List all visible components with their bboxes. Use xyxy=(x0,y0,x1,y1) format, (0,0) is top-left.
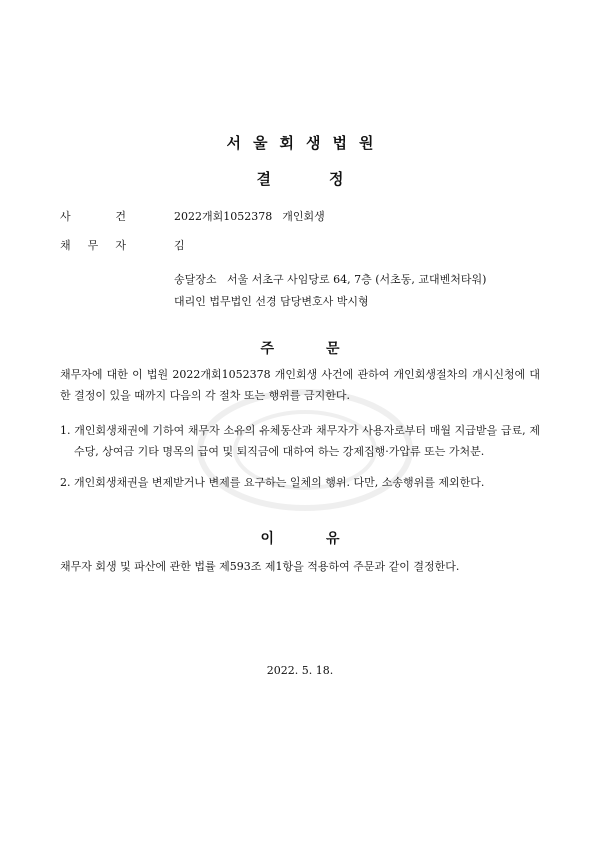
reason-heading xyxy=(0,528,600,548)
order-intro: 채무자에 대한 이 법원 2022개회1052378 개인회생 사건에 관하여 개인회생절차의 개시신청에 대한 결정이 있을 때까지 다음의 각 절차 또는 행위를 금지한다. xyxy=(60,368,540,402)
order-heading-left: 주 xyxy=(260,341,274,357)
debtor-label xyxy=(60,237,126,253)
case-label-char: 건 xyxy=(115,210,126,223)
debtor-label-char: 무 xyxy=(87,239,99,252)
service-info xyxy=(174,269,486,313)
decision-date: 2022. 5. 18. xyxy=(266,664,334,677)
debtor-label-char: 자 xyxy=(115,239,126,252)
court-name: 서울회생법원 xyxy=(226,134,386,152)
case-value xyxy=(174,208,325,224)
service-agent: 대리인 법무법인 선경 담당변호사 박시형 xyxy=(174,295,369,308)
reason-heading-left: 이 xyxy=(260,531,274,547)
service-address: 송달장소 서울 서초구 사임당로 64, 7층 (서초동, 교대벤처타워) xyxy=(174,273,487,286)
case-label xyxy=(60,208,126,224)
order-heading xyxy=(0,338,600,358)
document-title-right: 정 xyxy=(329,170,344,188)
order-heading-right: 문 xyxy=(326,341,340,357)
reason-heading-right: 유 xyxy=(326,531,340,547)
case-type: 개인회생 xyxy=(282,210,325,223)
order-item-2: 2. 개인회생채권을 변제받거나 변제를 요구하는 일체의 행위. 다만, 소송행위를 제외한다. xyxy=(60,476,485,489)
debtor-label-char: 채 xyxy=(60,239,71,252)
order-item-1: 1. 개인회생채권에 기하여 채무자 소유의 유체동산과 채무자가 사용자로부터 매월 지급받을 급료, 제수당, 상여금 기타 명목의 급여 및 퇴직금에 대하여 하는 강제집행·가압류 또는 가처분. xyxy=(60,424,540,458)
document-title-left: 결 xyxy=(256,170,271,188)
reason-text: 채무자 회생 및 파산에 관한 법률 제593조 제1항을 적용하여 주문과 같이 결정한다. xyxy=(60,560,460,573)
document-title xyxy=(0,168,600,189)
case-label-char: 사 xyxy=(60,210,71,223)
debtor-name: 김 xyxy=(174,239,185,252)
case-number: 2022개회1052378 xyxy=(174,210,273,223)
